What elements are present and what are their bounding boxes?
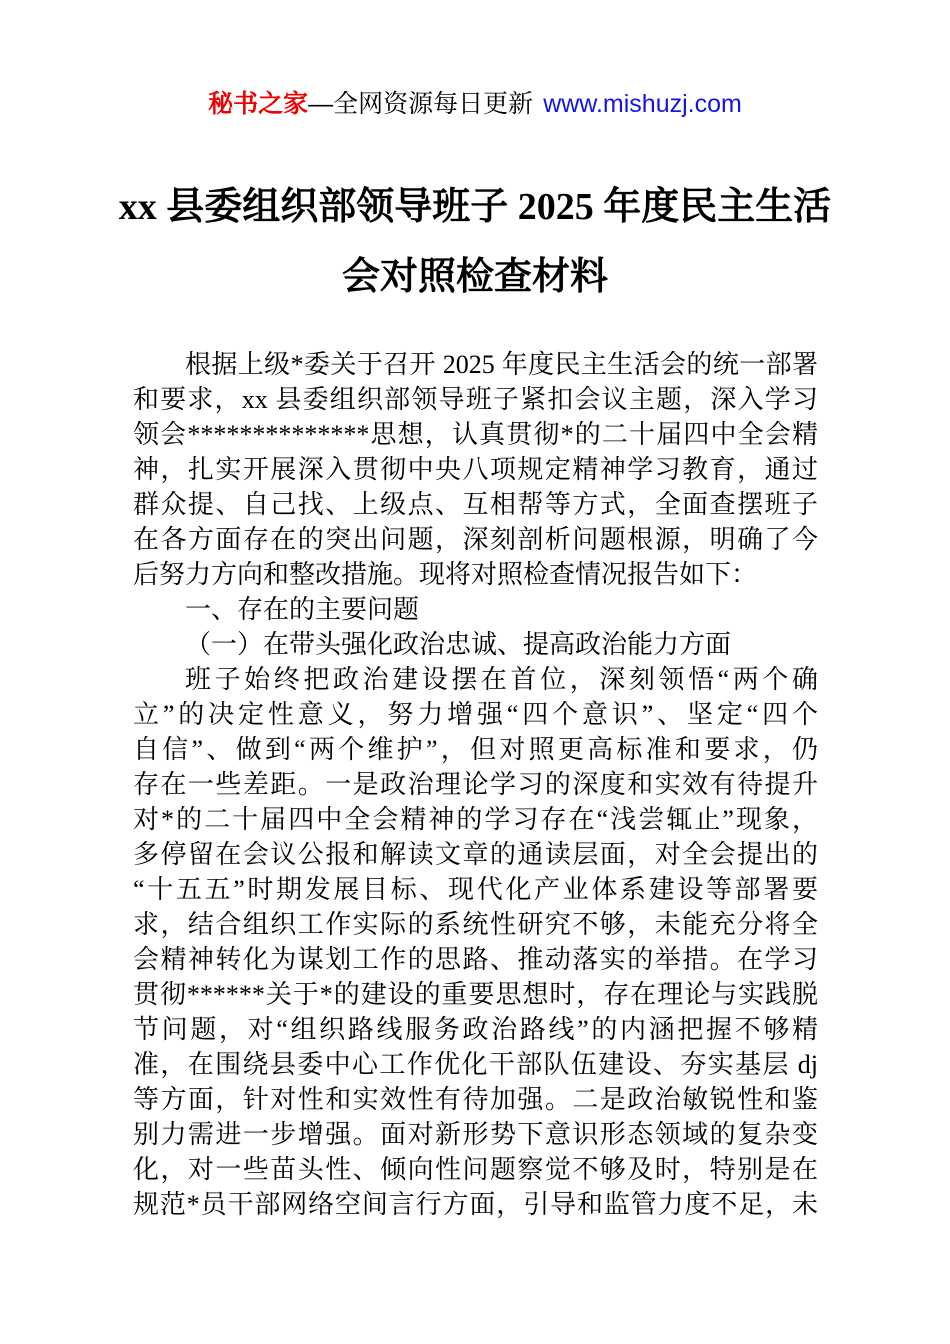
body-line: “十五五”时期发展目标、现代化产业体系建设等部署要	[133, 875, 818, 904]
subsection-heading: （一）在带头强化政治忠诚、提高政治能力方面	[185, 630, 732, 659]
body-line: 化，对一些苗头性、倾向性问题察觉不够及时，特别是在	[133, 1155, 818, 1184]
body-line: 班子始终把政治建设摆在首位，深刻领悟“两个确	[185, 665, 818, 694]
body-line: 别力需进一步增强。面对新形势下意识形态领域的复杂变	[133, 1120, 818, 1149]
document-body	[133, 347, 818, 1222]
body-line: 群众提、自己找、上级点、互相帮等方式，全面查摆班子	[133, 490, 818, 519]
site-brand: 秘书之家	[208, 90, 309, 118]
body-line: 求，结合组织工作实际的系统性研究不够，未能充分将全	[133, 910, 818, 939]
body-line: 在各方面存在的突出问题，深刻剖析问题根源，明确了今	[133, 525, 818, 554]
document-title-line2: 会对照检查材料	[341, 256, 608, 298]
body-line: 立”的决定性意义，努力增强“四个意识”、坚定“四个	[133, 700, 818, 729]
body-line: 存在一些差距。一是政治理论学习的深度和实效有待提升	[133, 770, 818, 799]
body-line: 后努力方向和整改措施。现将对照检查情况报告如下：	[133, 560, 758, 589]
site-header	[0, 88, 950, 120]
body-line: 对*的二十届四中全会精神的学习存在“浅尝辄止”现象，	[133, 805, 818, 834]
body-line: 准，在围绕县委中心工作优化干部队伍建设、夯实基层 dj	[133, 1050, 818, 1079]
document-title	[0, 172, 950, 312]
body-line: 自信”、做到“两个维护”，但对照更高标准和要求，仍	[133, 735, 818, 764]
body-line: 和要求，xx 县委组织部领导班子紧扣会议主题，深入学习	[133, 385, 818, 414]
section-heading: 一、存在的主要问题	[185, 595, 420, 624]
body-line: 领会**************思想，认真贯彻*的二十届四中全会精	[133, 420, 818, 449]
body-line: 规范*员干部网络空间言行方面，引导和监管力度不足，未	[133, 1190, 818, 1219]
body-line: 等方面，针对性和实效性有待加强。二是政治敏锐性和鉴	[133, 1085, 818, 1114]
site-tagline: —全网资源每日更新	[308, 90, 534, 118]
body-line: 会精神转化为谋划工作的思路、推动落实的举措。在学习	[133, 945, 818, 974]
body-line: 节问题，对“组织路线服务政治路线”的内涵把握不够精	[133, 1015, 818, 1044]
document-title-line1: xx 县委组织部领导班子 2025 年度民主生活	[118, 186, 832, 228]
body-line: 根据上级*委关于召开 2025 年度民主生活会的统一部署	[185, 350, 818, 379]
body-line: 神，扎实开展深入贯彻中央八项规定精神学习教育，通过	[133, 455, 818, 484]
site-url-link[interactable]: www.mishuzj.com	[543, 90, 742, 118]
body-line: 多停留在会议公报和解读文章的通读层面，对全会提出的	[133, 840, 818, 869]
body-line: 贯彻******关于*的建设的重要思想时，存在理论与实践脱	[133, 980, 818, 1009]
